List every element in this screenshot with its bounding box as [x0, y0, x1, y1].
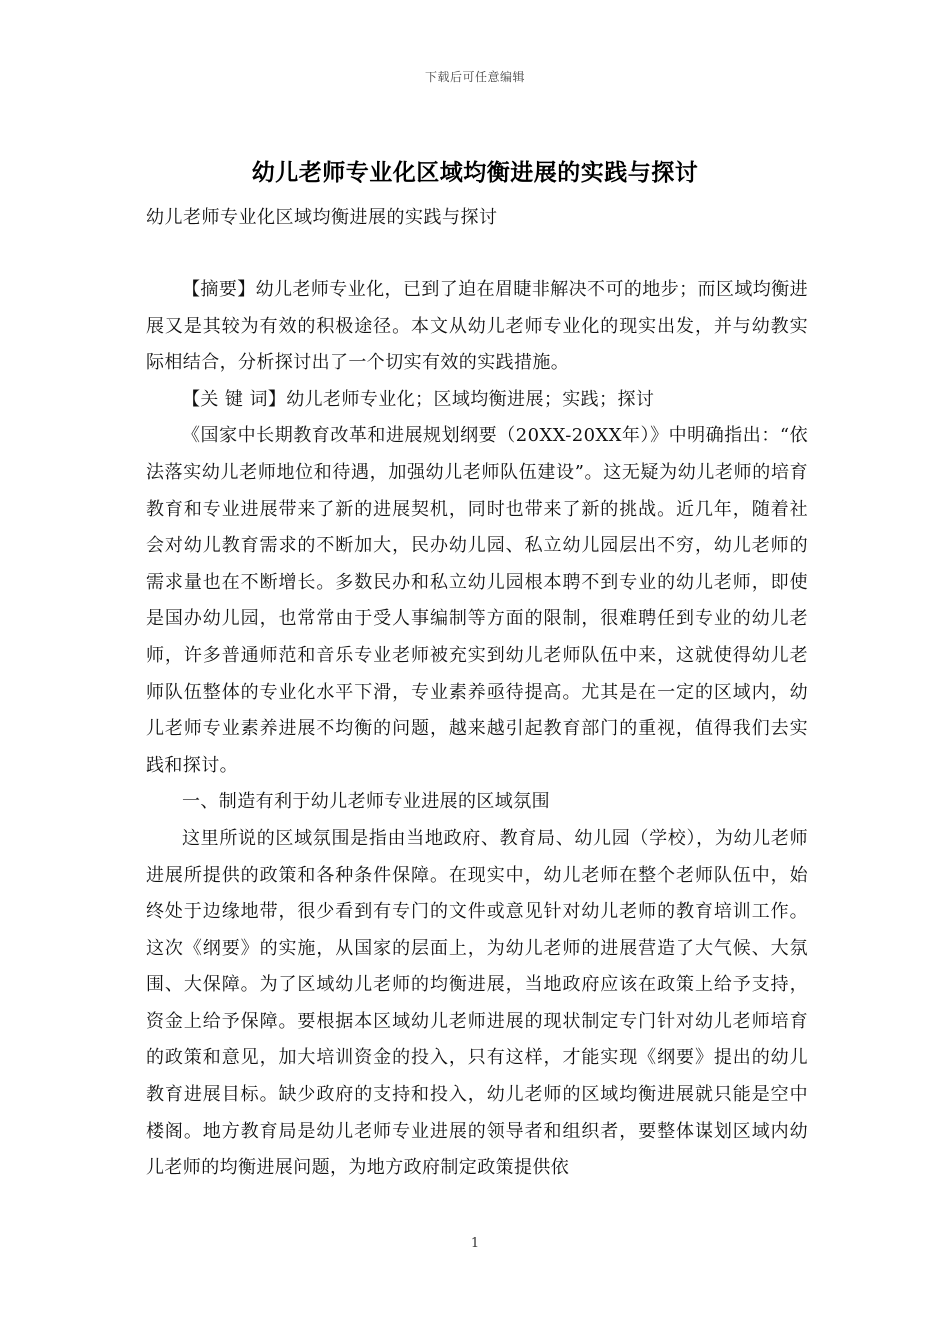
- section-paragraph: 这里所说的区域氛围是指由当地政府、教育局、幼儿园（学校），为幼儿老师进展所提供的政策和各种条件保障。在现实中，幼儿老师在整个老师队伍中，始终处于边缘地带，很少看到有专门的文件或意见针对幼儿老师的教育培训工作。这次《纲要》的实施，从国家的层面上，为幼儿老师的进展营造了大气候、大氛围、大保障。为了区域幼儿老师的均衡进展，当地政府应该在政策上给予支持，资金上给予保障。要根据本区域幼儿老师进展的现状制定专门针对幼儿老师培育的政策和意见，加大培训资金的投入，只有这样，才能实现《纲要》提出的幼儿教育进展目标。缺少政府的支持和投入，幼儿老师的区域均衡进展就只能是空中楼阁。地方教育局是幼儿老师专业进展的领导者和组织者，要整体谋划区域内幼儿老师的均衡进展问题，为地方政府制定政策提供依: [146, 827, 808, 1179]
- header-note: 下载后可任意编辑: [424, 70, 525, 84]
- section-heading: 一、制造有利于幼儿老师专业进展的区域氛围: [182, 791, 550, 813]
- abstract-paragraph: 【摘要】幼儿老师专业化，已到了迫在眉睫非解决不可的地步；而区域均衡进展又是其较为有效的积极途径。本文从幼儿老师专业化的现实出发，并与幼教实际相结合，分析探讨出了一个切实有效的实践措施。: [146, 279, 808, 374]
- page-number: 1: [470, 1236, 480, 1251]
- intro-paragraph: 《国家中长期教育改革和进展规划纲要（20XX-20XX年）》中明确指出：“依法落实幼儿老师地位和待遇，加强幼儿老师队伍建设”。这无疑为幼儿老师的培育教育和专业进展带来了新的进展契机，同时也带来了新的挑战。近几年，随着社会对幼儿教育需求的不断加大，民办幼儿园、私立幼儿园层出不穷，幼儿老师的需求量也在不断增长。多数民办和私立幼儿园根本聘不到专业的幼儿老师，即使是国办幼儿园，也常常由于受人事编制等方面的限制，很难聘任到专业的幼儿老师，许多普通师范和音乐专业老师被充实到幼儿老师队伍中来，这就使得幼儿老师队伍整体的专业化水平下滑，专业素养亟待提高。尤其是在一定的区域内，幼儿老师专业素养进展不均衡的问题，越来越引起教育部门的重视，值得我们去实践和探讨。: [146, 425, 808, 776]
- keywords-paragraph: 【关 键 词】幼儿老师专业化；区域均衡进展；实践；探讨: [182, 388, 655, 410]
- document-subtitle: 幼儿老师专业化区域均衡进展的实践与探讨: [146, 207, 498, 228]
- document-body: [146, 272, 808, 1187]
- document-title: 幼儿老师专业化区域均衡进展的实践与探讨: [251, 159, 699, 186]
